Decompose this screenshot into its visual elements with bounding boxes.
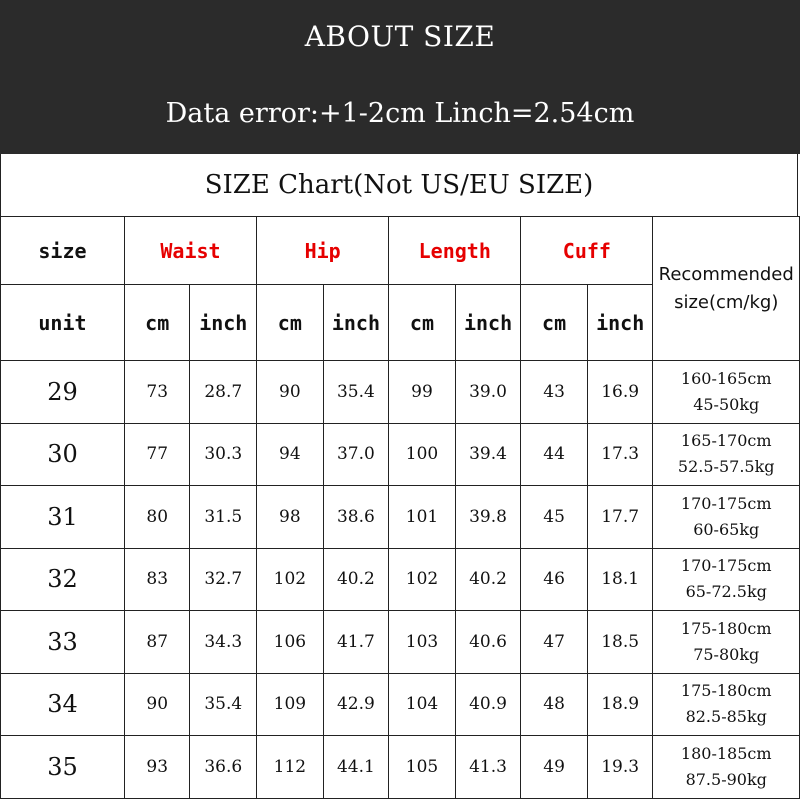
hip-cm-header: cm <box>257 285 324 361</box>
cuff-inch-cell: 18.9 <box>587 673 653 736</box>
waist-cm-cell: 87 <box>124 611 190 674</box>
header-row-measurements <box>1 217 800 285</box>
hip-inch-cell: 42.9 <box>323 673 389 736</box>
hip-inch-cell: 37.0 <box>323 423 389 486</box>
length-cm-cell: 99 <box>389 361 456 424</box>
recommended-cell <box>653 548 800 611</box>
recommended-cell <box>653 736 800 799</box>
cuff-cm-cell: 48 <box>521 673 588 736</box>
cuff-cm-cell: 46 <box>521 548 588 611</box>
recommended-weight: 82.5-85kg <box>685 707 767 727</box>
length-header: Length <box>389 217 521 285</box>
length-cm-cell: 104 <box>389 673 456 736</box>
length-inch-cell: 39.8 <box>455 486 521 549</box>
cuff-cm-header: cm <box>521 285 588 361</box>
length-inch-header: inch <box>455 285 521 361</box>
size-cell: 31 <box>1 486 125 549</box>
table-row <box>1 423 800 486</box>
recommended-weight: 75-80kg <box>693 644 760 664</box>
table-row <box>1 611 800 674</box>
length-inch-cell: 40.2 <box>455 548 521 611</box>
length-cm-cell: 101 <box>389 486 456 549</box>
recommended-height: 175-180cm <box>680 618 772 638</box>
hip-cm-cell: 98 <box>257 486 324 549</box>
waist-cm-header: cm <box>124 285 190 361</box>
hip-inch-cell: 41.7 <box>323 611 389 674</box>
table-row <box>1 673 800 736</box>
size-header: size <box>1 217 125 285</box>
recommended-height: 175-180cm <box>680 681 772 701</box>
length-cm-header: cm <box>389 285 456 361</box>
hip-cm-cell: 90 <box>257 361 324 424</box>
length-cm-cell: 100 <box>389 423 456 486</box>
waist-cm-cell: 80 <box>124 486 190 549</box>
cuff-cm-cell: 44 <box>521 423 588 486</box>
size-chart-title: SIZE Chart(Not US/EU SIZE) <box>0 154 798 216</box>
recommended-cell <box>653 486 800 549</box>
recommended-cell <box>653 611 800 674</box>
cuff-inch-cell: 17.3 <box>587 423 653 486</box>
recommended-weight: 87.5-90kg <box>685 769 767 789</box>
size-cell: 35 <box>1 736 125 799</box>
cuff-inch-cell: 18.1 <box>587 548 653 611</box>
waist-inch-cell: 35.4 <box>190 673 257 736</box>
waist-inch-cell: 28.7 <box>190 361 257 424</box>
waist-cm-cell: 93 <box>124 736 190 799</box>
size-table <box>0 216 800 799</box>
recommended-unit-label: size(cm/kg) <box>674 291 779 313</box>
cuff-inch-header: inch <box>587 285 653 361</box>
hip-inch-cell: 38.6 <box>323 486 389 549</box>
recommended-height: 180-185cm <box>680 743 772 763</box>
recommended-label: Recommended <box>658 263 794 285</box>
waist-inch-cell: 36.6 <box>190 736 257 799</box>
waist-inch-cell: 31.5 <box>190 486 257 549</box>
recommended-cell <box>653 673 800 736</box>
recommended-weight: 65-72.5kg <box>685 582 767 602</box>
recommended-height: 160-165cm <box>680 368 772 388</box>
recommended-header <box>653 217 800 361</box>
recommended-weight: 52.5-57.5kg <box>677 457 775 477</box>
cuff-inch-cell: 19.3 <box>587 736 653 799</box>
cuff-cm-cell: 49 <box>521 736 588 799</box>
size-cell: 32 <box>1 548 125 611</box>
hip-cm-cell: 102 <box>257 548 324 611</box>
hip-cm-cell: 112 <box>257 736 324 799</box>
table-row <box>1 486 800 549</box>
length-cm-cell: 105 <box>389 736 456 799</box>
recommended-height: 165-170cm <box>680 431 772 451</box>
length-inch-cell: 41.3 <box>455 736 521 799</box>
data-error-note: Data error:+1-2cm Linch=2.54cm <box>0 72 800 154</box>
length-cm-cell: 103 <box>389 611 456 674</box>
hip-inch-cell: 35.4 <box>323 361 389 424</box>
recommended-weight: 45-50kg <box>693 394 760 414</box>
hip-header: Hip <box>257 217 389 285</box>
waist-inch-cell: 30.3 <box>190 423 257 486</box>
waist-header: Waist <box>124 217 256 285</box>
hip-inch-header: inch <box>323 285 389 361</box>
hip-inch-cell: 44.1 <box>323 736 389 799</box>
hip-cm-cell: 106 <box>257 611 324 674</box>
length-inch-cell: 40.9 <box>455 673 521 736</box>
cuff-header: Cuff <box>521 217 653 285</box>
recommended-height: 170-175cm <box>680 493 772 513</box>
cuff-cm-cell: 43 <box>521 361 588 424</box>
hip-inch-cell: 40.2 <box>323 548 389 611</box>
table-row <box>1 548 800 611</box>
table-body <box>1 217 800 799</box>
size-cell: 30 <box>1 423 125 486</box>
recommended-height: 170-175cm <box>680 556 772 576</box>
recommended-cell <box>653 423 800 486</box>
hip-cm-cell: 109 <box>257 673 324 736</box>
size-cell: 34 <box>1 673 125 736</box>
waist-cm-cell: 83 <box>124 548 190 611</box>
cuff-inch-cell: 18.5 <box>587 611 653 674</box>
recommended-weight: 60-65kg <box>693 519 760 539</box>
banner-title: ABOUT SIZE <box>0 0 800 72</box>
length-cm-cell: 102 <box>389 548 456 611</box>
size-cell: 33 <box>1 611 125 674</box>
waist-cm-cell: 90 <box>124 673 190 736</box>
cuff-cm-cell: 47 <box>521 611 588 674</box>
waist-inch-header: inch <box>190 285 257 361</box>
cuff-inch-cell: 17.7 <box>587 486 653 549</box>
table-row <box>1 361 800 424</box>
waist-inch-cell: 34.3 <box>190 611 257 674</box>
waist-cm-cell: 73 <box>124 361 190 424</box>
length-inch-cell: 39.0 <box>455 361 521 424</box>
waist-cm-cell: 77 <box>124 423 190 486</box>
unit-header: unit <box>1 285 125 361</box>
table-row <box>1 736 800 799</box>
size-cell: 29 <box>1 361 125 424</box>
hip-cm-cell: 94 <box>257 423 324 486</box>
cuff-cm-cell: 45 <box>521 486 588 549</box>
length-inch-cell: 40.6 <box>455 611 521 674</box>
waist-inch-cell: 32.7 <box>190 548 257 611</box>
cuff-inch-cell: 16.9 <box>587 361 653 424</box>
recommended-cell <box>653 361 800 424</box>
length-inch-cell: 39.4 <box>455 423 521 486</box>
